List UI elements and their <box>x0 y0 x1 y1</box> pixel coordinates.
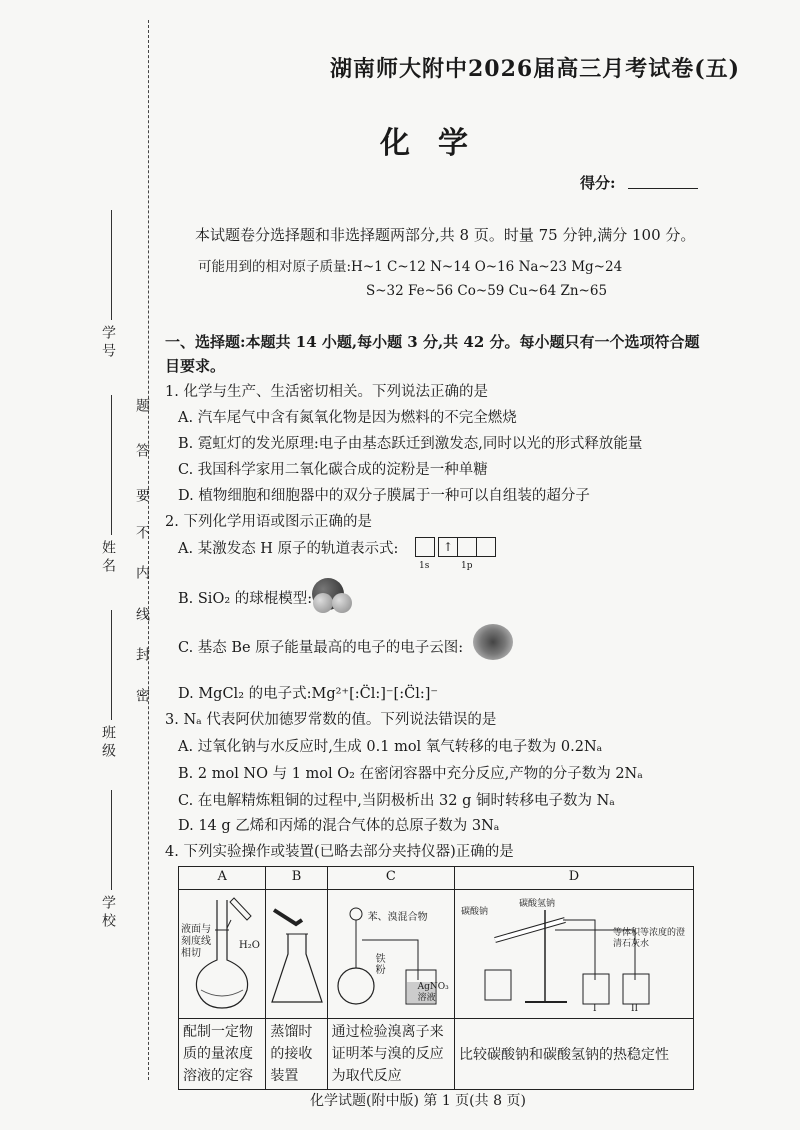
question-1-option-a: A. 汽车尾气中含有氮氧化物是因为燃料的不完全燃烧 <box>178 410 517 426</box>
seal-char: 不 <box>134 525 150 543</box>
question-1-option-c: C. 我国科学家用二氧化碳合成的淀粉是一种单糖 <box>178 462 488 478</box>
seal-char: 封 <box>134 647 150 665</box>
question-2-option-a: A. 某激发态 H 原子的轨道表示式: <box>178 541 399 557</box>
oxygen-ball-icon <box>313 593 333 613</box>
field-school: 学校 <box>100 895 116 931</box>
c-iron-label: 铁粉 <box>375 954 386 976</box>
electron-cloud-icon <box>473 624 513 660</box>
question-3-option-b: B. 2 mol NO 与 1 mol O₂ 在密闭容器中充分反应,产物的分子数为 2Nₐ <box>178 766 643 782</box>
intro-text: 本试题卷分选择题和非选择题两部分,共 8 页。时量 75 分钟,满分 100 分。 <box>195 226 696 244</box>
d-i-label: I <box>593 1004 597 1014</box>
seal-char: 题 <box>134 398 150 416</box>
oxygen-ball-icon <box>332 593 352 613</box>
c-agno3-label: AgNO₃溶液 <box>417 982 449 1003</box>
question-3-stem: 3. Nₐ 代表阿伏加德罗常数的值。下列说法错误的是 <box>165 712 497 728</box>
field-class: 班级 <box>100 725 116 761</box>
orbital-box-1p-2 <box>457 537 477 557</box>
orbital-box-1s <box>415 537 435 557</box>
d-ii-label: II <box>631 1004 639 1014</box>
apparatus-b <box>266 890 327 1019</box>
c-mix-label: 苯、溴混合物 <box>367 912 428 923</box>
desc-d: 比较碳酸钠和碳酸氢钠的热稳定性 <box>455 1019 694 1090</box>
conical-flask-icon <box>266 890 326 1014</box>
field-student-id: 学号 <box>100 325 116 361</box>
question-2-option-d: D. MgCl₂ 的电子式:Mg²⁺[:C̈l:]⁻[:C̈l:]⁻ <box>178 686 439 702</box>
exam-title: 湖南师大附中2026届高三月考试卷(五) <box>330 56 741 82</box>
apparatus-a <box>179 890 266 1019</box>
d-na2co3-label: 碳酸钠 <box>461 907 489 917</box>
page-footer: 化学试题(附中版) 第 1 页(共 8 页) <box>310 1093 526 1109</box>
question-3-option-a: A. 过氧化钠与水反应时,生成 0.1 mol 氧气转移的电子数为 0.2Nₐ <box>178 739 603 755</box>
question-2-stem: 2. 下列化学用语或图示正确的是 <box>165 514 372 530</box>
experiment-table <box>178 866 694 1090</box>
question-2-option-b: B. SiO₂ 的球棍模型: <box>178 591 313 607</box>
table-header-c: C <box>327 867 454 890</box>
orbital-box-1p-3 <box>476 537 496 557</box>
d-limewater-label: 等体积等浓度的澄清石灰水 <box>613 928 686 949</box>
seal-char: 答 <box>134 443 150 461</box>
seal-char: 内 <box>134 565 150 583</box>
question-3-option-d: D. 14 g 乙烯和丙烯的混合气体的总原子数为 3Nₐ <box>178 818 500 834</box>
question-1-option-d: D. 植物细胞和细胞器中的双分子膜属于一种可以自组装的超分子 <box>178 488 590 504</box>
field-name: 姓名 <box>100 540 116 576</box>
seal-char: 线 <box>134 607 150 625</box>
section-heading: 一、选择题:本题共 14 小题,每小题 3 分,共 42 分。每小题只有一个选项符合题目要求。 <box>165 333 700 375</box>
score-label: 得分: <box>580 174 616 192</box>
question-3-option-c: C. 在电解精炼粗铜的过程中,当阴极析出 32 g 铜时转移电子数为 Nₐ <box>178 793 615 809</box>
seal-dashed-line <box>148 20 149 1080</box>
d-nahco3-label: 碳酸氢钠 <box>519 899 556 909</box>
seal-char: 密 <box>134 688 150 706</box>
field-line-class <box>111 610 112 720</box>
question-1-stem: 1. 化学与生产、生活密切相关。下列说法正确的是 <box>165 384 488 400</box>
question-4-stem: 4. 下列实验操作或装置(已略去部分夹持仪器)正确的是 <box>165 844 514 860</box>
orbital-label-1p: 1p <box>461 561 473 571</box>
question-1-option-b: B. 霓虹灯的发光原理:电子由基态跃迁到激发态,同时以光的形式释放能量 <box>178 436 643 452</box>
table-header-d: D <box>455 867 694 890</box>
desc-b: 蒸馏时的接收装置 <box>266 1019 327 1090</box>
apparatus-c <box>327 890 454 1019</box>
orbital-label-1s: 1s <box>419 561 430 571</box>
apparatus-d <box>455 890 694 1019</box>
table-header-b: B <box>266 867 327 890</box>
orbital-box-1p-1: ↑ <box>438 537 458 557</box>
note-water-text: H₂O <box>239 940 260 951</box>
field-line-student-id <box>111 210 112 320</box>
desc-a: 配制一定物质的量浓度溶液的定容 <box>179 1019 266 1090</box>
desc-c: 通过检验溴离子来证明苯与溴的反应为取代反应 <box>327 1019 454 1090</box>
subject-title: 化学 <box>380 126 496 161</box>
atomic-mass-line-2: S~32 Fe~56 Co~59 Cu~64 Zn~65 <box>366 283 608 299</box>
question-2-option-c: C. 基态 Be 原子能量最高的电子的电子云图: <box>178 640 464 656</box>
table-header-a: A <box>179 867 266 890</box>
thermal-stability-apparatus-icon <box>455 890 693 1014</box>
atomic-mass-line-1: 可能用到的相对原子质量:H~1 C~12 N~14 O~16 Na~23 Mg~24 <box>198 259 623 275</box>
field-line-name <box>111 395 112 535</box>
score-blank <box>628 188 698 189</box>
note-level-text: 液面与刻度线相切 <box>181 924 211 959</box>
field-line-school <box>111 790 112 890</box>
seal-char: 要 <box>134 488 150 506</box>
